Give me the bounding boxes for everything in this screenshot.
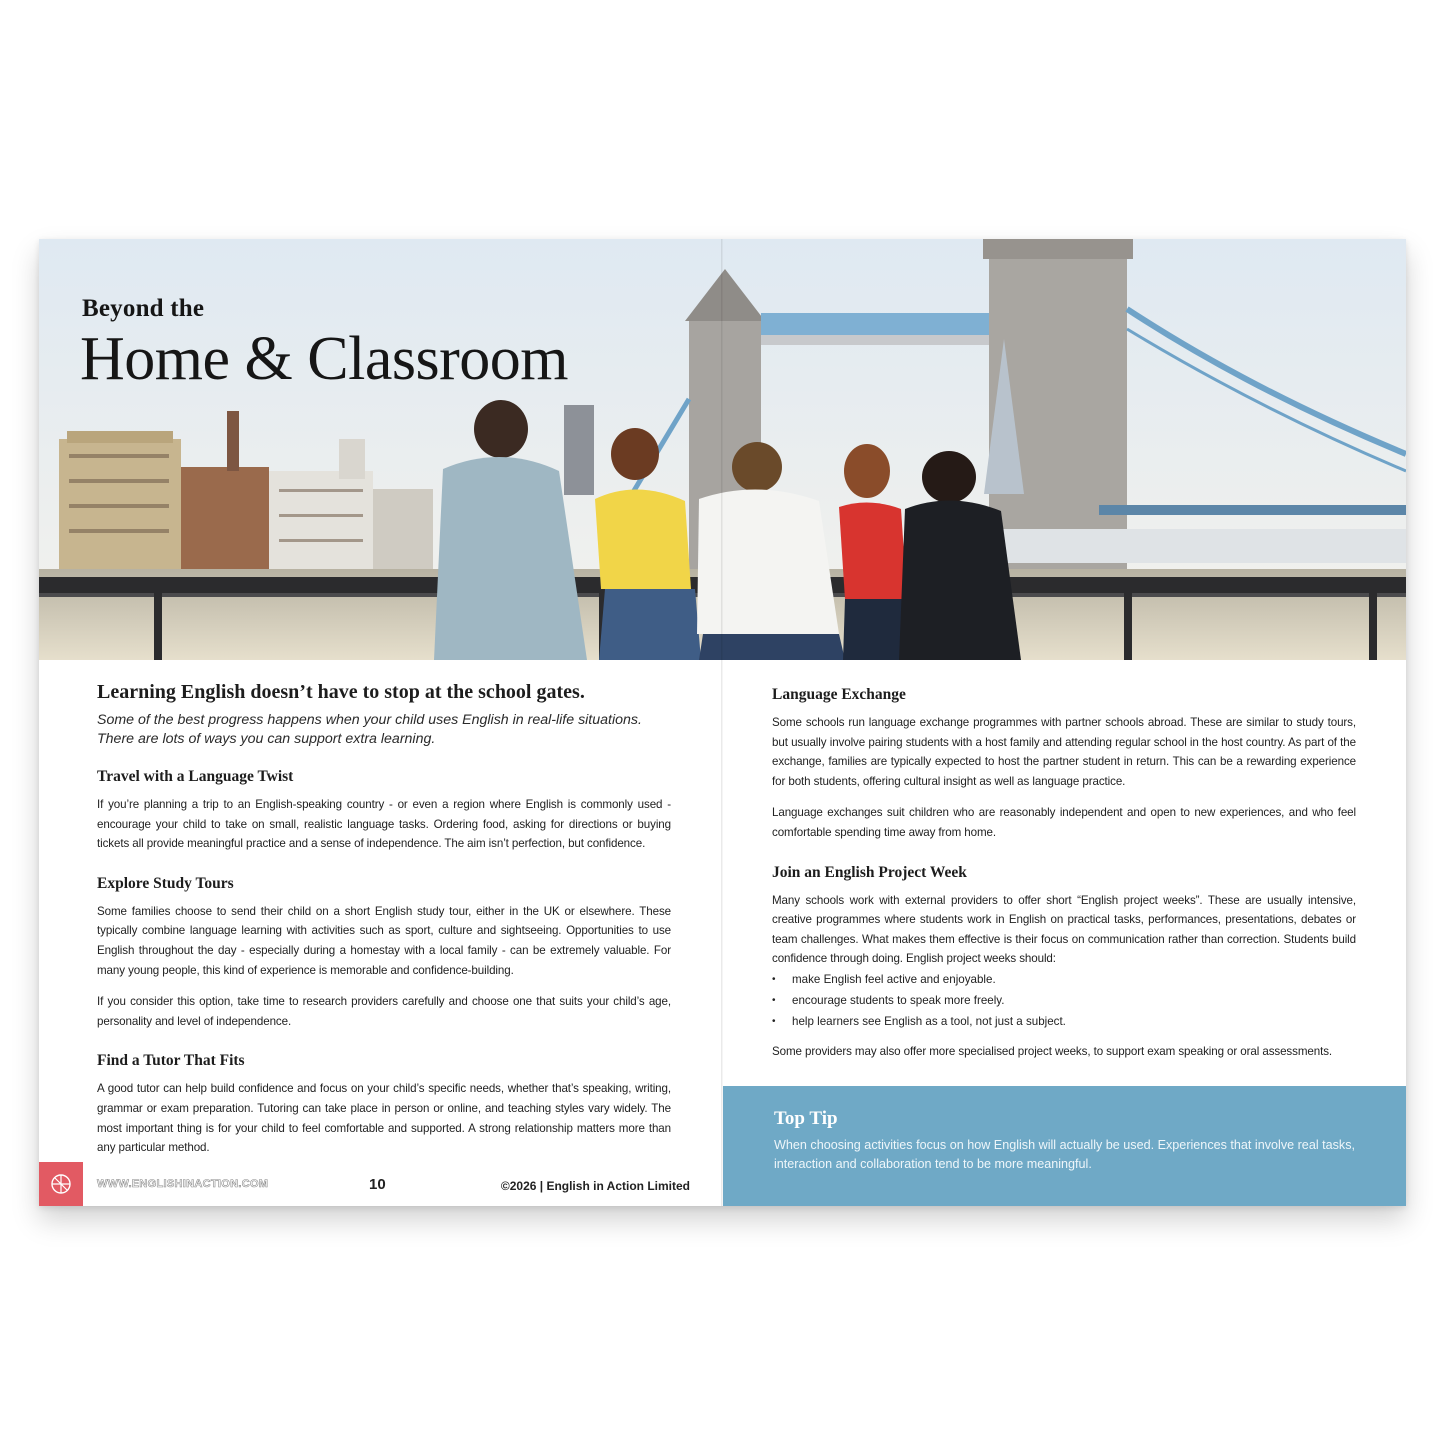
magazine-spread <box>39 239 1406 1206</box>
section-title-language-exchange: Language Exchange <box>772 686 906 703</box>
hero-kicker: Beyond the <box>82 295 205 322</box>
section-paragraph: If you consider this option, take time to research providers carefully and choose one that suits your child’s age, personality and level of independence. <box>97 995 671 1028</box>
page-number: 10 <box>369 1176 386 1193</box>
list-item: • encourage students to speak more freely. <box>772 990 1356 1011</box>
section-title-travel: Travel with a Language Twist <box>97 768 294 785</box>
section-paragraph: A good tutor can help build confidence and focus on your child’s specific needs, whether that’s speaking, writing, grammar or exam preparation. Tutoring can take place in person or online, and teaching styles vary widely. The most important thing is for your child to feel comfortable and supported. A strong relationship matters more than any particular method. <box>97 1082 671 1155</box>
bullet-list <box>772 969 1356 1032</box>
page-title: Home & Classroom <box>80 325 568 393</box>
section-paragraph: Some schools run language exchange programmes with partner schools abroad. These are similar to study tours, but usually involve pairing students with a host family and attending regular school in the host country. As part of the exchange, families are typically expected to host the partner student in return. This can be a rewarding experience for both students, offering cultural insight as well as language practice. <box>772 716 1356 788</box>
section-paragraph: Language exchanges suit children who are reasonably independent and open to new experiences, and who feel comfortable spending time away from home. <box>772 806 1356 839</box>
footer-url[interactable]: WWW.ENGLISHINACTION.COM <box>97 1178 269 1190</box>
list-item: • make English feel active and enjoyable. <box>772 969 1356 990</box>
section-title-study-tours: Explore Study Tours <box>97 874 234 892</box>
section-title-project-week: Join an English Project Week <box>772 863 967 881</box>
section-paragraph: Many schools work with external providers to offer short “English project weeks”. These are usually intensive, creative programmes where students work in English on practical tasks, performances, presentations, debates or team challenges. What makes them effective is their focus on communication rather than correction. Students build confidence through doing. English project weeks should: <box>772 893 1356 966</box>
section-paragraph: Some families choose to send their child on a short English study tour, either in the UK or elsewhere. These typically combine language learning with activities such as sport, culture and sightseeing. Opportunities to use English throughout the day - especially during a homestay with a local family - can be extremely valuable. For many young people, this kind of experience is memorable and confidence-building. <box>97 904 671 977</box>
section-paragraph: If you’re planning a trip to an English-speaking country - or even a region where English is commonly used - encourage your child to take on small, realistic language tasks. Ordering food, asking for directions or buying tickets all provide meaningful practice and a sense of independence. The aim isn’t perfection, but confidence. <box>97 798 671 851</box>
top-tip-title: Top Tip <box>774 1108 838 1129</box>
list-item: • help learners see English as a tool, not just a subject. <box>772 1011 1356 1032</box>
top-tip-text: When choosing activities focus on how English will actually be used. Experiences that involve real tasks, interaction and collaboration tend to be more meaningful. <box>774 1138 1356 1171</box>
right-column <box>772 685 1356 1074</box>
footer-copyright: ©2026 | English in Action Limited <box>500 1179 690 1193</box>
top-tip-box <box>723 1086 1406 1206</box>
left-column <box>97 679 671 1170</box>
lead-title: Learning English doesn’t have to stop at the school gates. <box>97 681 585 703</box>
section-paragraph: Some providers may also offer more specialised project weeks, to support exam speaking or oral assessments. <box>772 1044 1333 1058</box>
hero-title-block <box>82 295 568 393</box>
page-gutter <box>721 239 723 1206</box>
section-title-tutor: Find a Tutor That Fits <box>97 1052 245 1070</box>
globe-logo-icon <box>39 1162 83 1206</box>
lead-text: Some of the best progress happens when your child uses English in real-life situations. There are lots of ways you can support extra learning. <box>97 712 642 747</box>
